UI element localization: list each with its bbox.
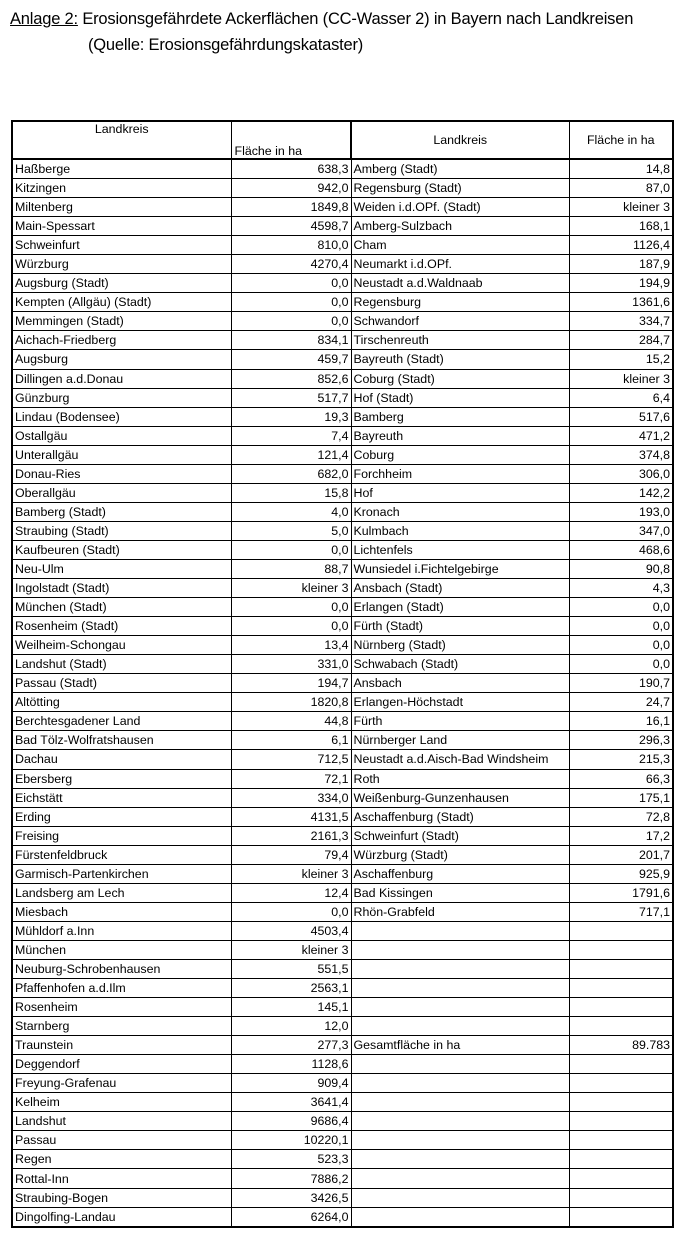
- table-row: [12, 1017, 673, 1036]
- cell-landkreis-left: Straubing (Stadt): [12, 521, 231, 540]
- table-row: [12, 426, 673, 445]
- cell-landkreis-right: Amberg (Stadt): [351, 159, 569, 179]
- table-row: [12, 464, 673, 483]
- cell-landkreis-left: Deggendorf: [12, 1055, 231, 1074]
- cell-area-right: [569, 1112, 673, 1131]
- cell-area-left: 0,0: [231, 540, 351, 559]
- cell-landkreis-right: [351, 1055, 569, 1074]
- cell-landkreis-right: [351, 1093, 569, 1112]
- table-row: [12, 483, 673, 502]
- cell-area-right: 0,0: [569, 655, 673, 674]
- cell-area-right: 193,0: [569, 502, 673, 521]
- cell-landkreis-left: Berchtesgadener Land: [12, 712, 231, 731]
- cell-area-left: 2161,3: [231, 826, 351, 845]
- cell-area-left: 834,1: [231, 331, 351, 350]
- cell-landkreis-right: Cham: [351, 236, 569, 255]
- table-row: [12, 159, 673, 179]
- cell-landkreis-left: Haßberge: [12, 159, 231, 179]
- cell-area-right: 1361,6: [569, 293, 673, 312]
- cell-landkreis-right: [351, 1131, 569, 1150]
- table-row: [12, 674, 673, 693]
- table-row: [12, 179, 673, 198]
- cell-landkreis-right: Nürnberger Land: [351, 731, 569, 750]
- cell-landkreis-left: Unterallgäu: [12, 445, 231, 464]
- cell-area-left: 712,5: [231, 750, 351, 769]
- cell-area-left: kleiner 3: [231, 940, 351, 959]
- cell-area-left: 1128,6: [231, 1055, 351, 1074]
- cell-area-right: 175,1: [569, 788, 673, 807]
- cell-area-right: 517,6: [569, 407, 673, 426]
- cell-area-left: kleiner 3: [231, 864, 351, 883]
- cell-area-left: 277,3: [231, 1036, 351, 1055]
- cell-area-left: 13,4: [231, 636, 351, 655]
- erosion-area-table: [11, 120, 674, 1228]
- cell-landkreis-right: Aschaffenburg: [351, 864, 569, 883]
- cell-landkreis-right: Tirschenreuth: [351, 331, 569, 350]
- cell-landkreis-left: Landshut: [12, 1112, 231, 1131]
- cell-landkreis-left: Kaufbeuren (Stadt): [12, 540, 231, 559]
- cell-area-right: 374,8: [569, 445, 673, 464]
- cell-area-left: 4131,5: [231, 807, 351, 826]
- cell-area-right: 6,4: [569, 388, 673, 407]
- cell-landkreis-left: Augsburg (Stadt): [12, 274, 231, 293]
- cell-area-left: 4503,4: [231, 921, 351, 940]
- cell-area-left: 79,4: [231, 845, 351, 864]
- cell-landkreis-left: Oberallgäu: [12, 483, 231, 502]
- table-row: [12, 369, 673, 388]
- table-row: [12, 579, 673, 598]
- column-header-landkreis-right: Landkreis: [351, 121, 569, 159]
- cell-area-left: 6,1: [231, 731, 351, 750]
- table-row: [12, 502, 673, 521]
- cell-landkreis-right: [351, 979, 569, 998]
- cell-area-right: [569, 959, 673, 978]
- cell-landkreis-right: Neustadt a.d.Aisch-Bad Windsheim: [351, 750, 569, 769]
- cell-landkreis-left: Kitzingen: [12, 179, 231, 198]
- cell-area-left: 7886,2: [231, 1169, 351, 1188]
- cell-area-left: 0,0: [231, 312, 351, 331]
- cell-landkreis-left: Kelheim: [12, 1093, 231, 1112]
- cell-area-right: 17,2: [569, 826, 673, 845]
- cell-landkreis-left: Starnberg: [12, 1017, 231, 1036]
- cell-area-right: 306,0: [569, 464, 673, 483]
- table-row: [12, 559, 673, 578]
- cell-landkreis-left: Bamberg (Stadt): [12, 502, 231, 521]
- cell-area-left: 5,0: [231, 521, 351, 540]
- cell-landkreis-left: München (Stadt): [12, 598, 231, 617]
- cell-landkreis-right: Erlangen (Stadt): [351, 598, 569, 617]
- cell-landkreis-left: München: [12, 940, 231, 959]
- table-row: [12, 312, 673, 331]
- table-row: [12, 217, 673, 236]
- cell-landkreis-right: [351, 1112, 569, 1131]
- table-row: [12, 1093, 673, 1112]
- cell-area-left: 1820,8: [231, 693, 351, 712]
- cell-area-right: 190,7: [569, 674, 673, 693]
- cell-area-right: 1791,6: [569, 883, 673, 902]
- table-row: [12, 864, 673, 883]
- cell-landkreis-right: Weißenburg-Gunzenhausen: [351, 788, 569, 807]
- cell-area-right: 284,7: [569, 331, 673, 350]
- table-row: [12, 940, 673, 959]
- cell-area-right: 471,2: [569, 426, 673, 445]
- cell-area-left: 3426,5: [231, 1188, 351, 1207]
- cell-landkreis-left: Rosenheim (Stadt): [12, 617, 231, 636]
- cell-area-right: 194,9: [569, 274, 673, 293]
- cell-area-right: [569, 998, 673, 1017]
- cell-landkreis-right: Bayreuth: [351, 426, 569, 445]
- cell-area-left: 3641,4: [231, 1093, 351, 1112]
- cell-landkreis-right: [351, 1017, 569, 1036]
- cell-landkreis-left: Miesbach: [12, 902, 231, 921]
- cell-area-left: 0,0: [231, 274, 351, 293]
- cell-area-left: 0,0: [231, 617, 351, 636]
- cell-area-left: 2563,1: [231, 979, 351, 998]
- cell-area-left: 4598,7: [231, 217, 351, 236]
- cell-area-right: [569, 1207, 673, 1227]
- cell-area-right: 4,3: [569, 579, 673, 598]
- table-row: [12, 407, 673, 426]
- cell-landkreis-right: Kulmbach: [351, 521, 569, 540]
- table-row: [12, 198, 673, 217]
- table-row: [12, 750, 673, 769]
- cell-landkreis-left: Neuburg-Schrobenhausen: [12, 959, 231, 978]
- table-row: [12, 1055, 673, 1074]
- cell-area-right: 142,2: [569, 483, 673, 502]
- cell-landkreis-left: Passau: [12, 1131, 231, 1150]
- cell-area-right: 16,1: [569, 712, 673, 731]
- cell-area-right: 925,9: [569, 864, 673, 883]
- cell-area-right: kleiner 3: [569, 369, 673, 388]
- cell-landkreis-left: Memmingen (Stadt): [12, 312, 231, 331]
- cell-landkreis-right: Nürnberg (Stadt): [351, 636, 569, 655]
- cell-area-right: kleiner 3: [569, 198, 673, 217]
- source-note: (Quelle: Erosionsgefährdungskataster): [88, 36, 364, 54]
- cell-landkreis-right: [351, 959, 569, 978]
- cell-area-right: 187,9: [569, 255, 673, 274]
- cell-landkreis-right: Fürth (Stadt): [351, 617, 569, 636]
- cell-landkreis-left: Donau-Ries: [12, 464, 231, 483]
- cell-area-left: 12,4: [231, 883, 351, 902]
- cell-area-left: 72,1: [231, 769, 351, 788]
- cell-landkreis-right: [351, 998, 569, 1017]
- cell-landkreis-right: Bad Kissingen: [351, 883, 569, 902]
- table-row: [12, 331, 673, 350]
- cell-landkreis-right: [351, 1074, 569, 1093]
- table-row: [12, 445, 673, 464]
- cell-landkreis-left: Neu-Ulm: [12, 559, 231, 578]
- cell-area-left: 4,0: [231, 502, 351, 521]
- appendix-label: Anlage 2:: [10, 10, 78, 28]
- cell-area-right: 0,0: [569, 636, 673, 655]
- cell-area-left: 194,7: [231, 674, 351, 693]
- cell-area-left: 7,4: [231, 426, 351, 445]
- table-body: [12, 159, 673, 1227]
- cell-landkreis-right: [351, 921, 569, 940]
- cell-area-right: 24,7: [569, 693, 673, 712]
- cell-landkreis-right: Bayreuth (Stadt): [351, 350, 569, 369]
- cell-landkreis-right: [351, 1207, 569, 1227]
- cell-area-left: 810,0: [231, 236, 351, 255]
- cell-area-left: 10220,1: [231, 1131, 351, 1150]
- cell-landkreis-left: Pfaffenhofen a.d.Ilm: [12, 979, 231, 998]
- cell-area-left: 942,0: [231, 179, 351, 198]
- cell-landkreis-right: Ansbach: [351, 674, 569, 693]
- cell-area-right: [569, 1093, 673, 1112]
- table-row: [12, 1207, 673, 1227]
- column-header-landkreis-left: Landkreis: [12, 121, 231, 159]
- cell-landkreis-left: Fürstenfeldbruck: [12, 845, 231, 864]
- cell-area-right: 168,1: [569, 217, 673, 236]
- cell-area-left: 145,1: [231, 998, 351, 1017]
- cell-area-left: 88,7: [231, 559, 351, 578]
- cell-landkreis-left: Aichach-Friedberg: [12, 331, 231, 350]
- cell-area-left: 6264,0: [231, 1207, 351, 1227]
- cell-landkreis-left: Freising: [12, 826, 231, 845]
- table-row: [12, 655, 673, 674]
- table-row: [12, 521, 673, 540]
- cell-area-left: 523,3: [231, 1150, 351, 1169]
- table-row: [12, 236, 673, 255]
- cell-landkreis-left: Kempten (Allgäu) (Stadt): [12, 293, 231, 312]
- cell-landkreis-left: Main-Spessart: [12, 217, 231, 236]
- table-row: [12, 788, 673, 807]
- cell-area-right: [569, 1131, 673, 1150]
- cell-area-left: 852,6: [231, 369, 351, 388]
- cell-area-right: [569, 1188, 673, 1207]
- table-row: [12, 1188, 673, 1207]
- cell-landkreis-right: Forchheim: [351, 464, 569, 483]
- table-row: [12, 636, 673, 655]
- table-row: [12, 1112, 673, 1131]
- cell-landkreis-right: Bamberg: [351, 407, 569, 426]
- cell-area-right: 1126,4: [569, 236, 673, 255]
- cell-area-left: 0,0: [231, 902, 351, 921]
- cell-area-left: 15,8: [231, 483, 351, 502]
- cell-area-left: 44,8: [231, 712, 351, 731]
- cell-area-right: 66,3: [569, 769, 673, 788]
- table-header-row: [12, 121, 673, 159]
- cell-landkreis-right: Amberg-Sulzbach: [351, 217, 569, 236]
- cell-landkreis-right: [351, 1188, 569, 1207]
- cell-area-right: 72,8: [569, 807, 673, 826]
- table-row: [12, 540, 673, 559]
- cell-landkreis-left: Mühldorf a.Inn: [12, 921, 231, 940]
- cell-area-left: 1849,8: [231, 198, 351, 217]
- cell-landkreis-right: Rhön-Grabfeld: [351, 902, 569, 921]
- column-header-area-right: Fläche in ha: [569, 121, 673, 159]
- cell-area-left: 551,5: [231, 959, 351, 978]
- cell-landkreis-left: Regen: [12, 1150, 231, 1169]
- cell-landkreis-left: Garmisch-Partenkirchen: [12, 864, 231, 883]
- cell-landkreis-right: [351, 1150, 569, 1169]
- cell-area-left: 331,0: [231, 655, 351, 674]
- cell-landkreis-left: Weilheim-Schongau: [12, 636, 231, 655]
- cell-landkreis-right: Hof: [351, 483, 569, 502]
- cell-area-left: 334,0: [231, 788, 351, 807]
- cell-landkreis-right: Fürth: [351, 712, 569, 731]
- cell-area-left: 9686,4: [231, 1112, 351, 1131]
- cell-landkreis-left: Straubing-Bogen: [12, 1188, 231, 1207]
- table-row: [12, 598, 673, 617]
- cell-area-left: kleiner 3: [231, 579, 351, 598]
- cell-landkreis-right: Ansbach (Stadt): [351, 579, 569, 598]
- cell-landkreis-left: Altötting: [12, 693, 231, 712]
- cell-landkreis-left: Günzburg: [12, 388, 231, 407]
- table-row: [12, 1074, 673, 1093]
- cell-landkreis-right: [351, 1169, 569, 1188]
- cell-landkreis-right: Regensburg (Stadt): [351, 179, 569, 198]
- cell-landkreis-left: Bad Tölz-Wolfratshausen: [12, 731, 231, 750]
- cell-area-right: 90,8: [569, 559, 673, 578]
- table-row: [12, 921, 673, 940]
- cell-landkreis-left: Landsberg am Lech: [12, 883, 231, 902]
- cell-area-right: 201,7: [569, 845, 673, 864]
- table-row: [12, 712, 673, 731]
- cell-area-right: 0,0: [569, 617, 673, 636]
- table-row: [12, 617, 673, 636]
- cell-area-right: 0,0: [569, 598, 673, 617]
- cell-area-left: 459,7: [231, 350, 351, 369]
- cell-landkreis-left: Augsburg: [12, 350, 231, 369]
- cell-landkreis-right: Hof (Stadt): [351, 388, 569, 407]
- cell-landkreis-left: Rosenheim: [12, 998, 231, 1017]
- cell-area-left: 19,3: [231, 407, 351, 426]
- cell-area-right: 468,6: [569, 540, 673, 559]
- cell-landkreis-left: Erding: [12, 807, 231, 826]
- cell-area-right: 334,7: [569, 312, 673, 331]
- cell-landkreis-right: Wunsiedel i.Fichtelgebirge: [351, 559, 569, 578]
- cell-landkreis-right: Regensburg: [351, 293, 569, 312]
- cell-landkreis-right: Roth: [351, 769, 569, 788]
- cell-area-right: 87,0: [569, 179, 673, 198]
- cell-area-left: 682,0: [231, 464, 351, 483]
- table-row: [12, 769, 673, 788]
- cell-landkreis-left: Miltenberg: [12, 198, 231, 217]
- cell-area-right: [569, 1074, 673, 1093]
- cell-landkreis-right: Coburg (Stadt): [351, 369, 569, 388]
- cell-area-right: [569, 921, 673, 940]
- cell-area-left: 638,3: [231, 159, 351, 179]
- cell-landkreis-right: Erlangen-Höchstadt: [351, 693, 569, 712]
- cell-area-right: [569, 979, 673, 998]
- cell-area-right: [569, 1055, 673, 1074]
- cell-landkreis-right: Schwandorf: [351, 312, 569, 331]
- cell-area-right: [569, 940, 673, 959]
- table-row: [12, 998, 673, 1017]
- cell-landkreis-right: [351, 940, 569, 959]
- table-row: [12, 959, 673, 978]
- cell-landkreis-right: Neumarkt i.d.OPf.: [351, 255, 569, 274]
- cell-area-right: 15,2: [569, 350, 673, 369]
- cell-landkreis-left: Dillingen a.d.Donau: [12, 369, 231, 388]
- cell-landkreis-left: Schweinfurt: [12, 236, 231, 255]
- cell-landkreis-right: Lichtenfels: [351, 540, 569, 559]
- cell-area-left: 121,4: [231, 445, 351, 464]
- table-row: [12, 902, 673, 921]
- cell-landkreis-left: Lindau (Bodensee): [12, 407, 231, 426]
- cell-area-right: 296,3: [569, 731, 673, 750]
- cell-area-right: [569, 1150, 673, 1169]
- table-row: [12, 388, 673, 407]
- cell-area-left: 517,7: [231, 388, 351, 407]
- cell-landkreis-left: Traunstein: [12, 1036, 231, 1055]
- table-row: [12, 693, 673, 712]
- cell-area-right: 14,8: [569, 159, 673, 179]
- cell-landkreis-right: Kronach: [351, 502, 569, 521]
- cell-total-value: 89.783: [569, 1036, 673, 1055]
- cell-landkreis-left: Eichstätt: [12, 788, 231, 807]
- cell-landkreis-right: Aschaffenburg (Stadt): [351, 807, 569, 826]
- cell-area-left: 4270,4: [231, 255, 351, 274]
- cell-landkreis-left: Dachau: [12, 750, 231, 769]
- cell-landkreis-left: Ostallgäu: [12, 426, 231, 445]
- cell-area-left: 0,0: [231, 598, 351, 617]
- table-row: [12, 1036, 673, 1055]
- cell-area-right: [569, 1169, 673, 1188]
- table-row: [12, 1131, 673, 1150]
- document-title: [10, 6, 633, 58]
- cell-area-right: 717,1: [569, 902, 673, 921]
- cell-landkreis-left: Rottal-Inn: [12, 1169, 231, 1188]
- table-row: [12, 1150, 673, 1169]
- cell-landkreis-left: Würzburg: [12, 255, 231, 274]
- table-row: [12, 883, 673, 902]
- cell-landkreis-right: Coburg: [351, 445, 569, 464]
- table-row: [12, 255, 673, 274]
- cell-landkreis-left: Ingolstadt (Stadt): [12, 579, 231, 598]
- cell-total-label: Gesamtfläche in ha: [351, 1036, 569, 1055]
- title-text: Erosionsgefährdete Ackerflächen (CC-Wasser 2) in Bayern nach Landkreisen: [77, 10, 634, 28]
- cell-landkreis-left: Dingolfing-Landau: [12, 1207, 231, 1227]
- cell-landkreis-left: Freyung-Grafenau: [12, 1074, 231, 1093]
- cell-area-right: 215,3: [569, 750, 673, 769]
- cell-area-left: 12,0: [231, 1017, 351, 1036]
- cell-landkreis-right: Würzburg (Stadt): [351, 845, 569, 864]
- cell-landkreis-right: Schweinfurt (Stadt): [351, 826, 569, 845]
- cell-area-right: [569, 1017, 673, 1036]
- cell-landkreis-right: Neustadt a.d.Waldnaab: [351, 274, 569, 293]
- cell-landkreis-right: Weiden i.d.OPf. (Stadt): [351, 198, 569, 217]
- cell-area-left: 0,0: [231, 293, 351, 312]
- column-header-area-left: Fläche in ha: [231, 121, 351, 159]
- table-row: [12, 274, 673, 293]
- table-row: [12, 731, 673, 750]
- cell-landkreis-left: Passau (Stadt): [12, 674, 231, 693]
- table-row: [12, 807, 673, 826]
- cell-area-right: 347,0: [569, 521, 673, 540]
- cell-landkreis-left: Landshut (Stadt): [12, 655, 231, 674]
- table-row: [12, 293, 673, 312]
- cell-area-left: 909,4: [231, 1074, 351, 1093]
- table-row: [12, 979, 673, 998]
- table-row: [12, 826, 673, 845]
- table-row: [12, 845, 673, 864]
- table-row: [12, 1169, 673, 1188]
- cell-landkreis-right: Schwabach (Stadt): [351, 655, 569, 674]
- table-row: [12, 350, 673, 369]
- cell-landkreis-left: Ebersberg: [12, 769, 231, 788]
